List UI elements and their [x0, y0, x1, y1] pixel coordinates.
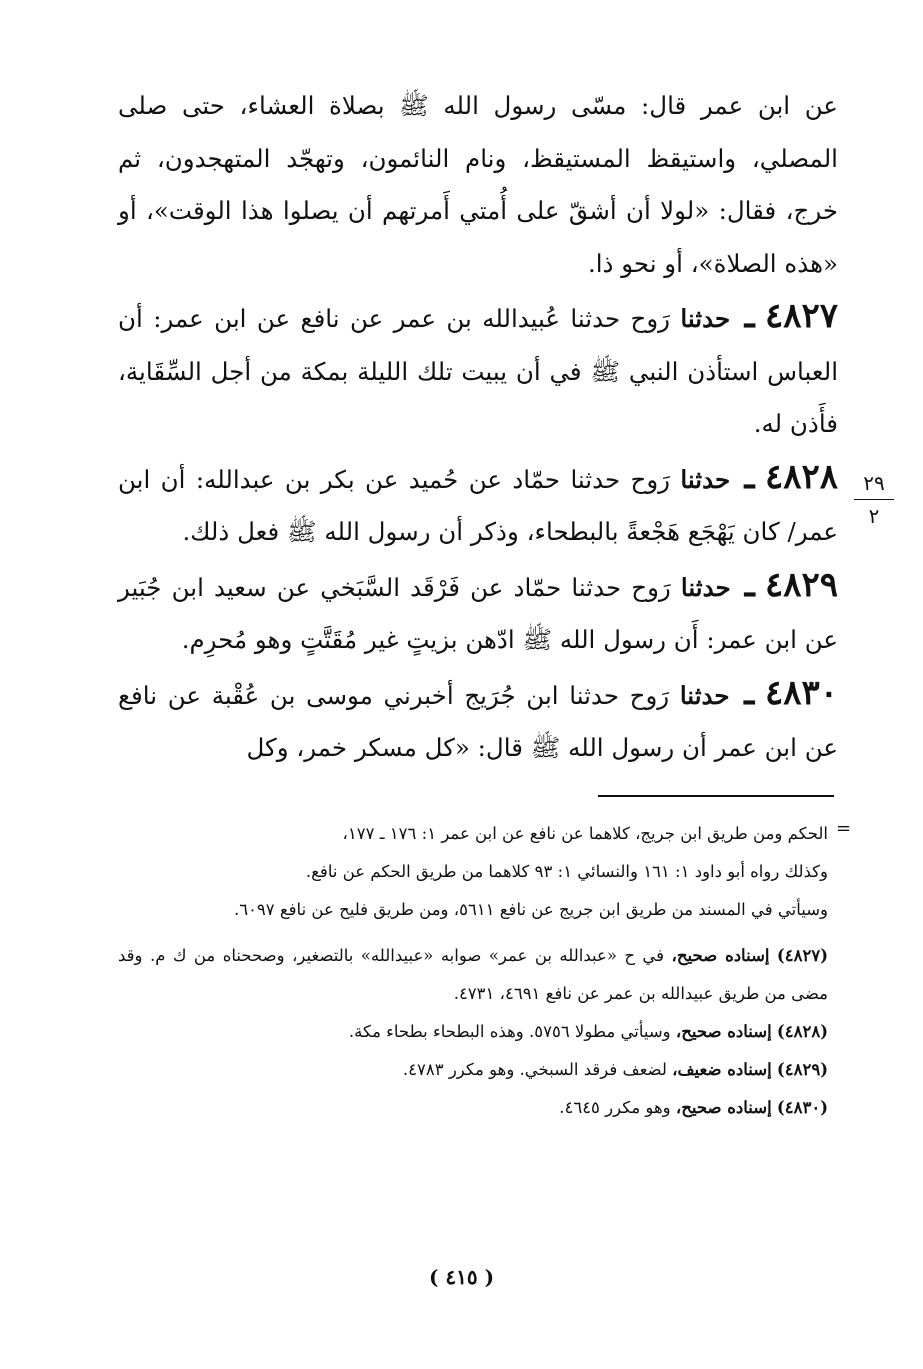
hadith-lead: حدثنا	[680, 572, 731, 602]
footnote-4828	[118, 1013, 828, 1051]
footnote-verdict: إسناده ضعيف،	[672, 1060, 772, 1079]
footnote-continuation-line: وسيأتي في المسند من طريق ابن جريج عن نافع ٥٦١١، ومن طريق فليح عن نافع ٦٠٩٧.	[233, 900, 828, 919]
hadith-text: رَوح حدثنا عُبيدالله بن عمر عن نافع عن ابن عمر: أن العباس استأذن النبي ﷺ في أن يبيت تلك الليلة بمكة من أجل السِّقَاية، فأَذن له.	[118, 304, 838, 438]
hadith-4830: ٤٨٣٠ ـ حدثنا رَوح حدثنا ابن جُرَيج أخبرني موسى بن عُقْبة عن نافع عن ابن عمر أن رسول الله ﷺ قال: «كل مسكر خمر، وكل	[118, 672, 838, 762]
hadith-4829: ٤٨٢٩ ـ حدثنا رَوح حدثنا حمّاد عن فَرْقَد السَّبَخي عن سعيد ابن جُبَير عن ابن عمر: أَن رسول الله ﷺ ادّهن بزيتٍ غير مُقَتَّتٍ وهو مُحرِم.	[118, 564, 838, 654]
margin-ref-top: ٢٩	[863, 471, 885, 495]
footnote-4829	[118, 1051, 828, 1089]
footnote-verdict: إسناده صحيح،	[675, 1022, 772, 1041]
footnote-continuation-line: الحكم ومن طريق ابن جريج، كلاهما عن نافع عن ابن عمر ١: ١٧٦ ـ ١٧٧،	[342, 824, 828, 843]
footnote-continuation-mark: =	[836, 818, 852, 839]
footnote-text: في ح «عبدالله بن عمر» صوابه «عبيدالله» بالتصغير، وصححناه من ك م. وقد مضى من طريق عبيدالله بن عمر عن نافع ٤٦٩١، ٤٧٣١.	[118, 946, 828, 1003]
footnote-ref: (٤٨٢٧)	[776, 946, 828, 965]
footnote-text: لضعف فرقد السبخي. وهو مكرر ٤٧٨٣.	[402, 1060, 667, 1079]
footnote-ref: (٤٨٣٠)	[776, 1098, 828, 1117]
hadith-lead: حدثنا	[680, 464, 731, 494]
hadith-lead: حدثنا	[680, 304, 731, 333]
hadith-number: ٤٨٢٧	[764, 296, 838, 336]
footnote-text: وسيأتي مطولا ٥٧٥٦. وهذه البطحاء بطحاء مكة.	[348, 1022, 671, 1041]
margin-ref-bottom: ٢	[868, 504, 880, 528]
footnote-verdict: إسناده صحيح،	[671, 946, 770, 965]
margin-ref-divider	[854, 499, 894, 500]
hadith-number: ٤٨٢٩	[764, 564, 838, 605]
margin-reference	[846, 470, 902, 529]
footnote-4827	[118, 937, 828, 1013]
hadith-4828: ٤٨٢٨ ـ حدثنا رَوح حدثنا حمّاد عن حُميد عن بكر بن عبدالله: أن ابن عمر/ كان يَهْجَع هَجْعةً بالبطحاء، وذكر أن رسول الله ﷺ فعل ذلك.	[118, 456, 838, 546]
footnote-text: وهو مكرر ٤٦٤٥.	[559, 1098, 671, 1117]
hadith-text: رَوح حدثنا حمّاد عن فَرْقَد السَّبَخي عن سعيد ابن جُبَير عن ابن عمر: أَن رسول الله ﷺ ادّهن بزيتٍ غير مُقَتَّتٍ وهو مُحرِم.	[118, 572, 838, 654]
main-text	[118, 80, 838, 775]
footnote-ref: (٤٨٢٨)	[776, 1022, 828, 1041]
hadith-lead: حدثنا	[679, 680, 730, 710]
footnotes	[118, 815, 828, 1127]
hadith-number: ٤٨٣٠	[764, 672, 838, 713]
footnote-separator	[598, 795, 834, 797]
page-number: ( ٤١٥ )	[428, 1265, 495, 1289]
hadith-text: رَوح حدثنا حمّاد عن حُميد عن بكر بن عبدالله: أن ابن عمر/ كان يَهْجَع هَجْعةً بالبطحاء، وذكر أن رسول الله ﷺ فعل ذلك.	[118, 464, 838, 546]
footnote-ref: (٤٨٢٩)	[776, 1060, 828, 1079]
footnote-continuation-line: وكذلك رواه أبو داود ١: ١٦١ والنسائي ١: ٩٣ كلاهما من طريق الحكم عن نافع.	[305, 862, 828, 881]
hadith-text: رَوح حدثنا ابن جُرَيج أخبرني موسى بن عُقْبة عن نافع عن ابن عمر أن رسول الله ﷺ قال: «كل مسكر خمر، وكل	[118, 680, 838, 762]
footnote-verdict: إسناده صحيح،	[675, 1098, 772, 1117]
hadith-4827: ٤٨٢٧ ـ حدثنا رَوح حدثنا عُبيدالله بن عمر عن نافع عن ابن عمر: أن العباس استأذن النبي ﷺ في أن يبيت تلك الليلة بمكة من أجل السِّقَاية، فأَذن له.	[118, 296, 838, 438]
footnote-4830	[118, 1089, 828, 1127]
hadith-number: ٤٨٢٨	[764, 456, 838, 497]
intro-paragraph: عن ابن عمر قال: مسّى رسول الله ﷺ بصلاة العشاء، حتى صلى المصلي، واستيقظ المستيقظ، ونام النائمون، وتهجّد المتهجدون، ثم خرج، فقال: «لولا أن أشقّ على أُمتي أَمرتهم أن يصلوا هذا الوقت»، أو «هذه الصلاة»، أو نحو ذا.	[118, 91, 838, 278]
